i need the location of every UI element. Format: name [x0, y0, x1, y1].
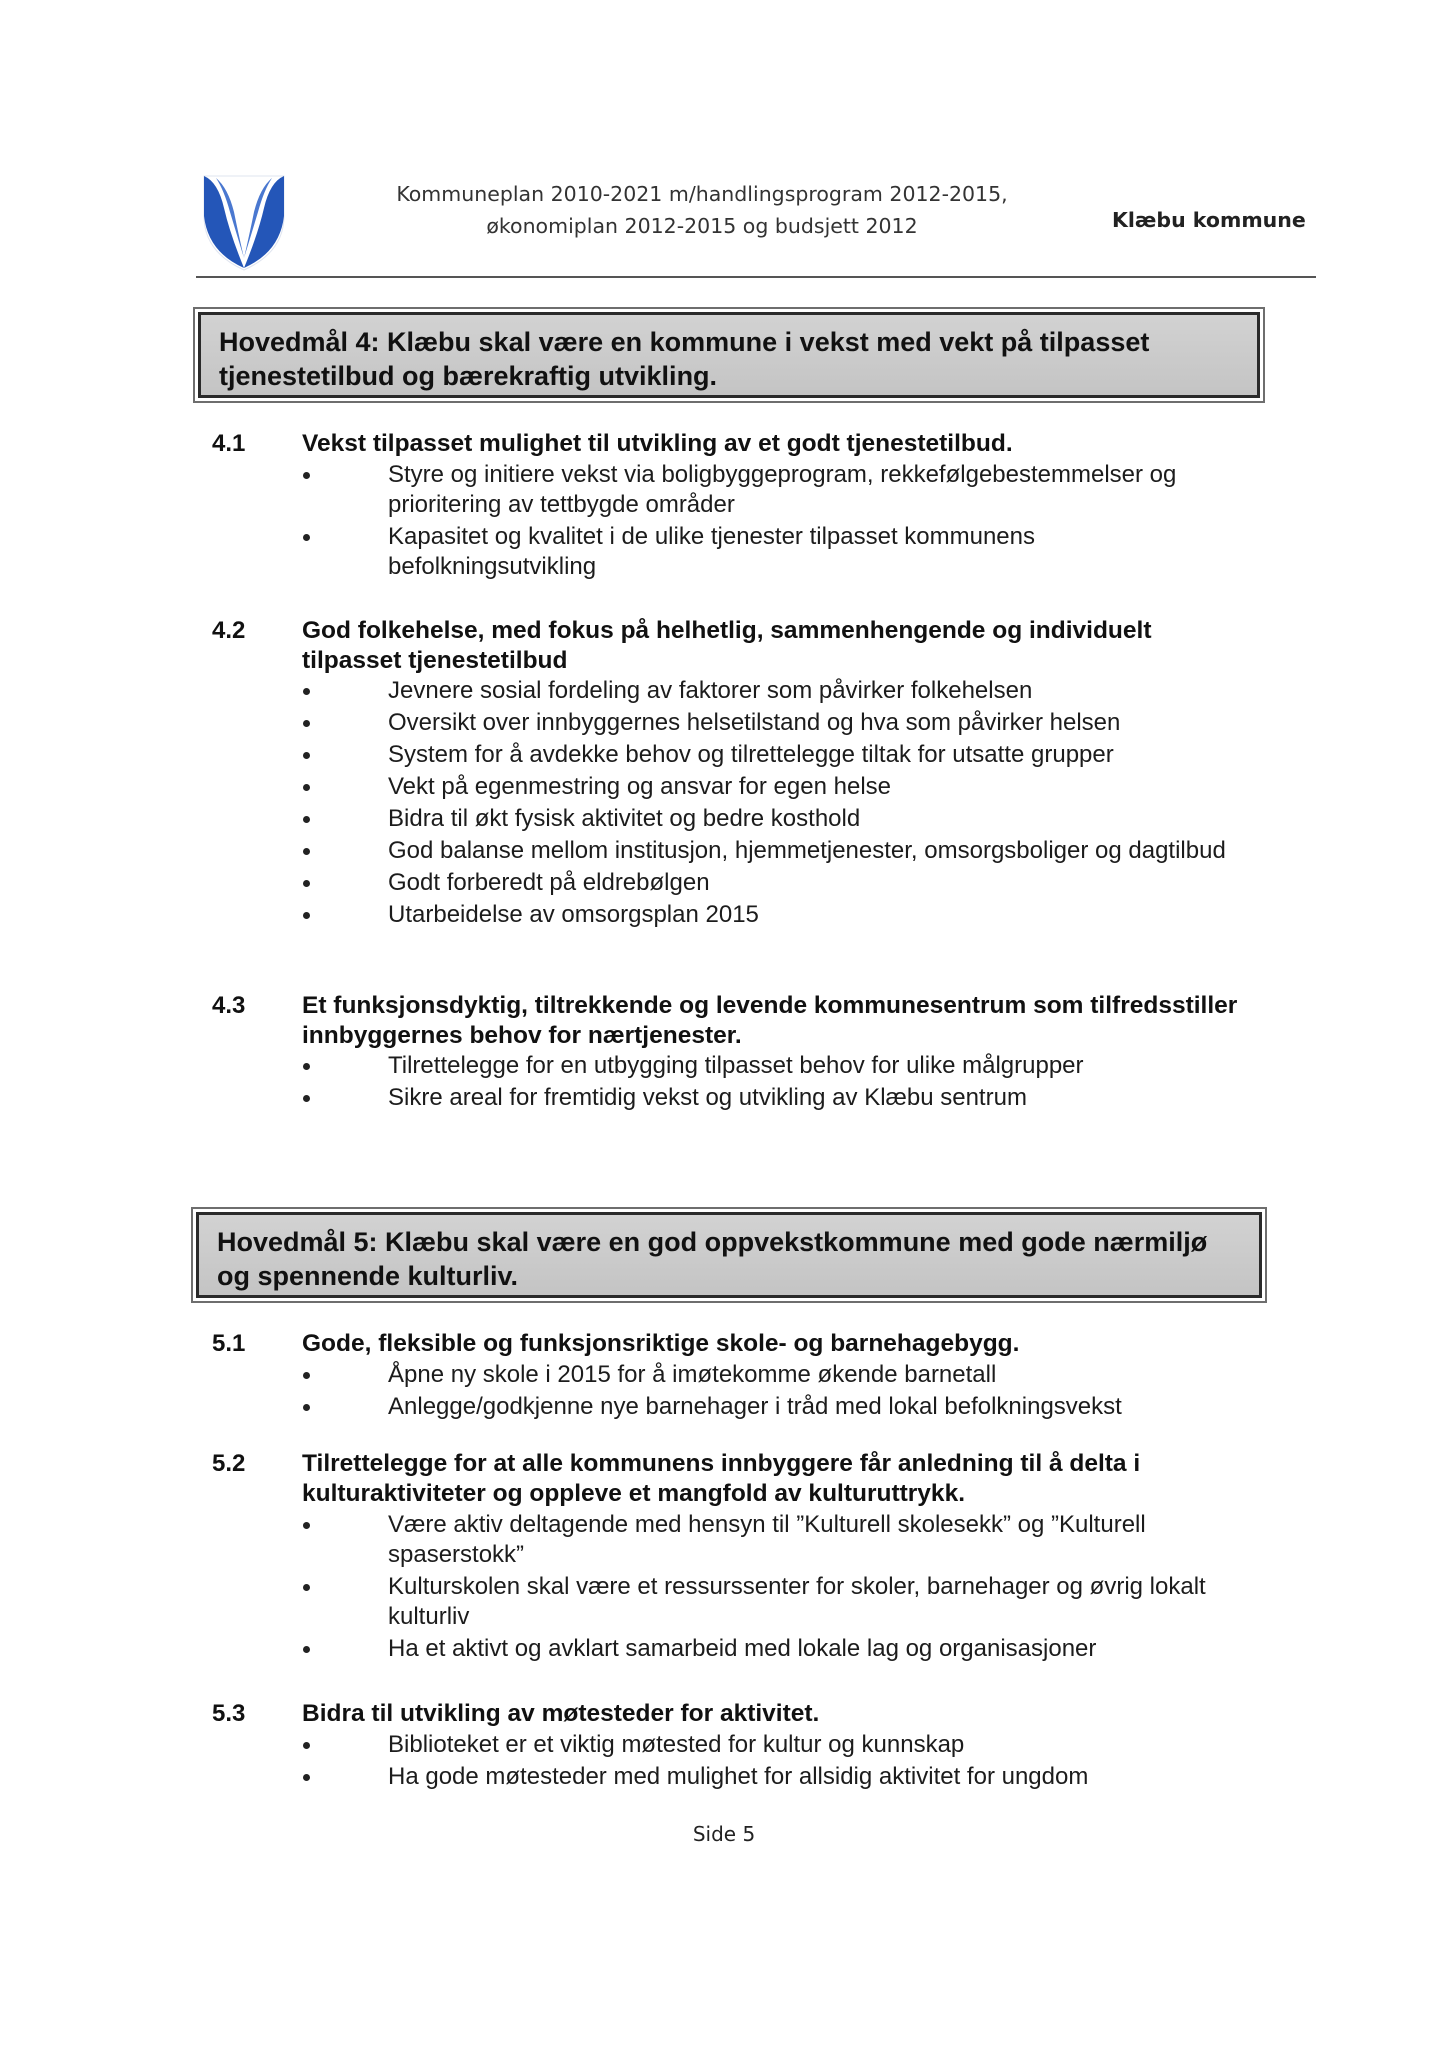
- section-number: 5.2: [212, 1450, 246, 1477]
- list-item: Tilrettelegge for en utbygging tilpasset behov for ulike målgrupper: [302, 1051, 1242, 1081]
- list-item: Sikre areal for fremtidig vekst og utvikling av Klæbu sentrum: [302, 1083, 1242, 1113]
- bullet-list: [302, 1051, 1242, 1115]
- bullet-icon: [303, 912, 310, 919]
- bullet-icon: [303, 472, 310, 479]
- bullet-list: [302, 676, 1242, 932]
- section-number: 4.2: [212, 617, 246, 644]
- list-item: Kulturskolen skal være et ressurssenter for skoler, barnehager og øvrig lokalt kulturliv: [302, 1572, 1242, 1632]
- section-title: God folkehelse, med fokus på helhetlig, sammenhengende og individuelt tilpasset tjenestetilbud: [302, 617, 1152, 674]
- bullet-icon: [303, 720, 310, 727]
- bullet-icon: [303, 1372, 310, 1379]
- bullet-list: [302, 460, 1242, 584]
- bullet-list: [302, 1510, 1242, 1666]
- bullet-icon: [303, 1095, 310, 1102]
- header-organization: Klæbu kommune: [1112, 208, 1306, 232]
- section-number: 5.3: [212, 1700, 246, 1727]
- list-item: Ha et aktivt og avklart samarbeid med lokale lag og organisasjoner: [302, 1634, 1242, 1664]
- bullet-icon: [303, 1063, 310, 1070]
- bullet-icon: [303, 1522, 310, 1529]
- bullet-icon: [303, 752, 310, 759]
- bullet-icon: [303, 1584, 310, 1591]
- bullet-icon: [303, 848, 310, 855]
- list-item: Oversikt over innbyggernes helsetilstand og hva som påvirker helsen: [302, 708, 1242, 738]
- list-item: Utarbeidelse av omsorgsplan 2015: [302, 900, 1242, 930]
- list-item: Jevnere sosial fordeling av faktorer som påvirker folkehelsen: [302, 676, 1242, 706]
- section-title: Et funksjonsdyktig, tiltrekkende og levende kommunesentrum som tilfredsstiller innbyggernes behov for nærtjenester.: [302, 992, 1238, 1049]
- header-title-line1: Kommuneplan 2010-2021 m/handlingsprogram 2012-2015,: [396, 182, 1008, 206]
- list-item: Kapasitet og kvalitet i de ulike tjenester tilpasset kommunens befolkningsutvikling: [302, 522, 1242, 582]
- list-item: Godt forberedt på eldrebølgen: [302, 868, 1242, 898]
- bullet-icon: [303, 1404, 310, 1411]
- section-title: Tilrettelegge for at alle kommunens innbyggere får anledning til å delta i kulturaktiviteter og oppleve et mangfold av kulturuttrykk.: [302, 1450, 1141, 1507]
- document-header-title: [362, 178, 1042, 242]
- bullet-icon: [303, 1646, 310, 1653]
- list-item: System for å avdekke behov og tilrettelegge tiltak for utsatte grupper: [302, 740, 1242, 770]
- list-item: God balanse mellom institusjon, hjemmetjenester, omsorgsboliger og dagtilbud: [302, 836, 1242, 866]
- bullet-icon: [303, 1742, 310, 1749]
- section-number: 4.1: [212, 430, 246, 457]
- list-item: Anlegge/godkjenne nye barnehager i tråd med lokal befolkningsvekst: [302, 1392, 1242, 1422]
- list-item: Bidra til økt fysisk aktivitet og bedre kosthold: [302, 804, 1242, 834]
- list-item: Åpne ny skole i 2015 for å imøtekomme økende barnetall: [302, 1360, 1242, 1390]
- list-item: Styre og initiere vekst via boligbyggeprogram, rekkefølgebestemmelser og prioritering av tettbygde områder: [302, 460, 1242, 520]
- page-number: Side 5: [692, 1822, 756, 1846]
- header-title-line2: økonomiplan 2012-2015 og budsjett 2012: [486, 214, 918, 238]
- bullet-icon: [303, 1774, 310, 1781]
- goal-5-box: Hovedmål 5: Klæbu skal være en god oppvekstkommune med gode nærmiljø og spennende kulturliv.: [196, 1212, 1262, 1298]
- bullet-icon: [303, 816, 310, 823]
- section-title: Bidra til utvikling av møtesteder for aktivitet.: [302, 1700, 820, 1727]
- coat-of-arms-icon: [196, 172, 292, 272]
- list-item: Ha gode møtesteder med mulighet for allsidig aktivitet for ungdom: [302, 1762, 1242, 1792]
- bullet-list: [302, 1360, 1242, 1424]
- section-title: Vekst tilpasset mulighet til utvikling av et godt tjenestetilbud.: [302, 430, 1013, 457]
- list-item: Vekt på egenmestring og ansvar for egen helse: [302, 772, 1242, 802]
- bullet-icon: [303, 534, 310, 541]
- section-title: Gode, fleksible og funksjonsriktige skole- og barnehagebygg.: [302, 1330, 1020, 1357]
- bullet-list: [302, 1730, 1242, 1794]
- section-number: 5.1: [212, 1330, 246, 1357]
- bullet-icon: [303, 880, 310, 887]
- goal-4-box: Hovedmål 4: Klæbu skal være en kommune i vekst med vekt på tilpasset tjenestetilbud og bærekraftig utvikling.: [198, 312, 1260, 398]
- section-number: 4.3: [212, 992, 246, 1019]
- header-divider: [196, 276, 1316, 278]
- list-item: Være aktiv deltagende med hensyn til ”Kulturell skolesekk” og ”Kulturell spaserstokk”: [302, 1510, 1242, 1570]
- list-item: Biblioteket er et viktig møtested for kultur og kunnskap: [302, 1730, 1242, 1760]
- bullet-icon: [303, 688, 310, 695]
- bullet-icon: [303, 784, 310, 791]
